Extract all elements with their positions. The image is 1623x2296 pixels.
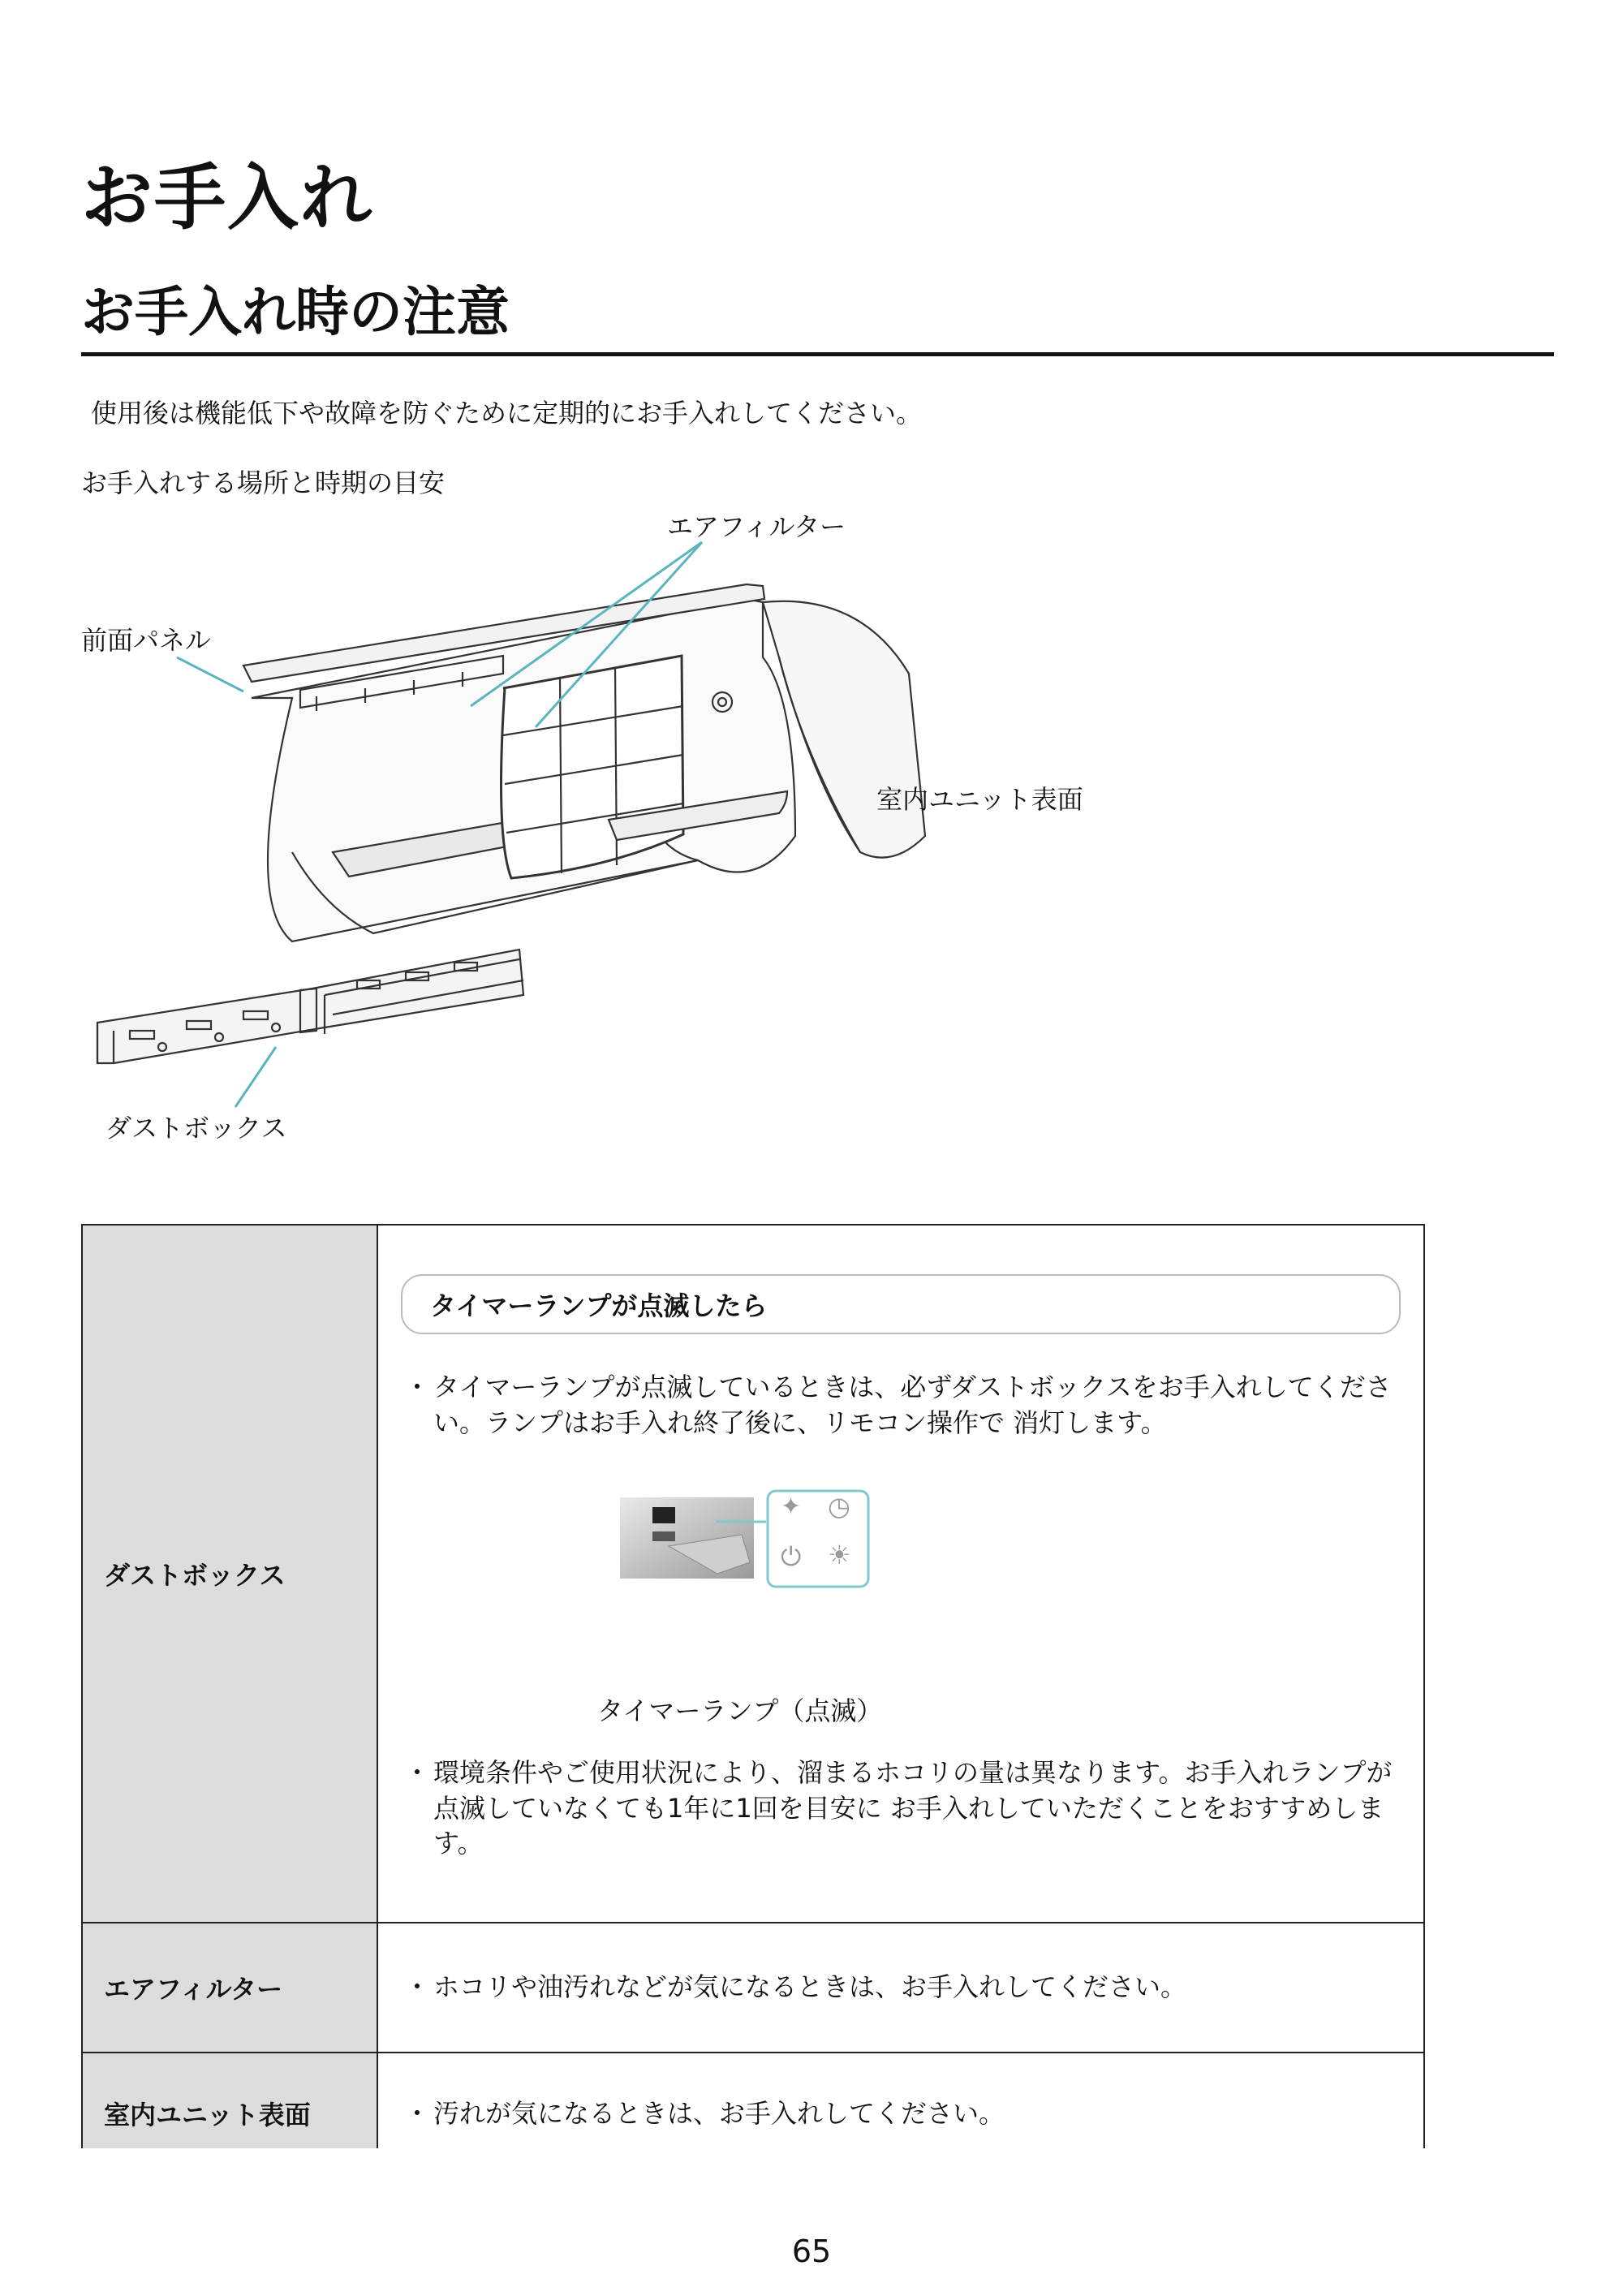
- bullet-text: 汚れが気になるときは、お手入れしてください。: [433, 2098, 1005, 2130]
- air-filter-leader-1: [471, 542, 702, 706]
- front-panel-leader: [177, 657, 243, 691]
- bullet-item: [401, 1370, 1401, 1441]
- intro-text: 使用後は機能低下や故障を防ぐために定期的にお手入れしてください。: [91, 398, 923, 429]
- callout-front-panel: 前面パネル: [81, 625, 212, 656]
- bullet-mark: ・: [403, 1757, 430, 1789]
- bullet-text: 環境条件やご使用状況により、溜まるホコリの量は異なります。お手入れランプが点滅していなくても1年に1回を目安に お手入れしていただくことをおすすめします。: [433, 1757, 1393, 1859]
- table-row: [82, 1923, 1424, 2053]
- timer-icon: ◷: [828, 1491, 850, 1523]
- sparkle-icon: ✦: [781, 1493, 802, 1522]
- timer-lamp-figure: [401, 1489, 1401, 1733]
- figure-caption: タイマーランプ（点滅）: [597, 1695, 883, 1727]
- callout-leaders: [81, 511, 1096, 1161]
- maintenance-table: [81, 1224, 1425, 2148]
- callout-air-filter: エアフィルター: [667, 511, 846, 542]
- row-label-dust-box: ダストボックス: [82, 1225, 377, 1923]
- power-icon: ⏻: [781, 1541, 802, 1573]
- bullet-mark: ・: [403, 1372, 430, 1402]
- row-label-indoor-surface: 室内ユニット表面: [82, 2053, 377, 2148]
- bullet-text: タイマーランプが点滅しているときは、必ずダストボックスをお手入れしてください。ランプはお手入れ終了後に、リモコン操作で 消灯します。: [433, 1372, 1392, 1438]
- callout-dust-box: ダストボックス: [105, 1113, 287, 1144]
- section-divider: [81, 352, 1554, 356]
- dust-box-leader: [235, 1047, 276, 1107]
- bullet-mark: ・: [403, 1971, 430, 2003]
- bullet-item: [401, 1755, 1401, 1862]
- sun-icon: ☀: [828, 1540, 851, 1571]
- row-body-indoor-surface: [377, 2053, 1424, 2148]
- bullet-text: ホコリや油汚れなどが気になるときは、お手入れしてください。: [433, 1971, 1187, 2003]
- section-title: お手入れ時の注意: [81, 281, 510, 343]
- note-box: [401, 1274, 1401, 1334]
- bullet-item: [401, 1970, 1401, 2005]
- row-body-dust-box: [377, 1225, 1424, 1923]
- air-filter-leader-2: [536, 542, 702, 727]
- row-body-air-filter: [377, 1923, 1424, 2053]
- callout-indoor-surface: 室内ユニット表面: [876, 784, 1083, 815]
- subheading: お手入れする場所と時期の目安: [81, 467, 446, 498]
- table-row: [82, 1225, 1424, 1923]
- bullet-mark: ・: [403, 2098, 430, 2130]
- page-number: 65: [791, 2234, 832, 2269]
- indoor-unit-diagram: [81, 511, 1096, 1161]
- page-title: お手入れ: [81, 156, 374, 239]
- table-row: [82, 2053, 1424, 2148]
- row-label-air-filter: エアフィルター: [82, 1923, 377, 2053]
- note-box-title: タイマーランプが点滅したら: [430, 1290, 768, 1321]
- bullet-item: [401, 2096, 1401, 2132]
